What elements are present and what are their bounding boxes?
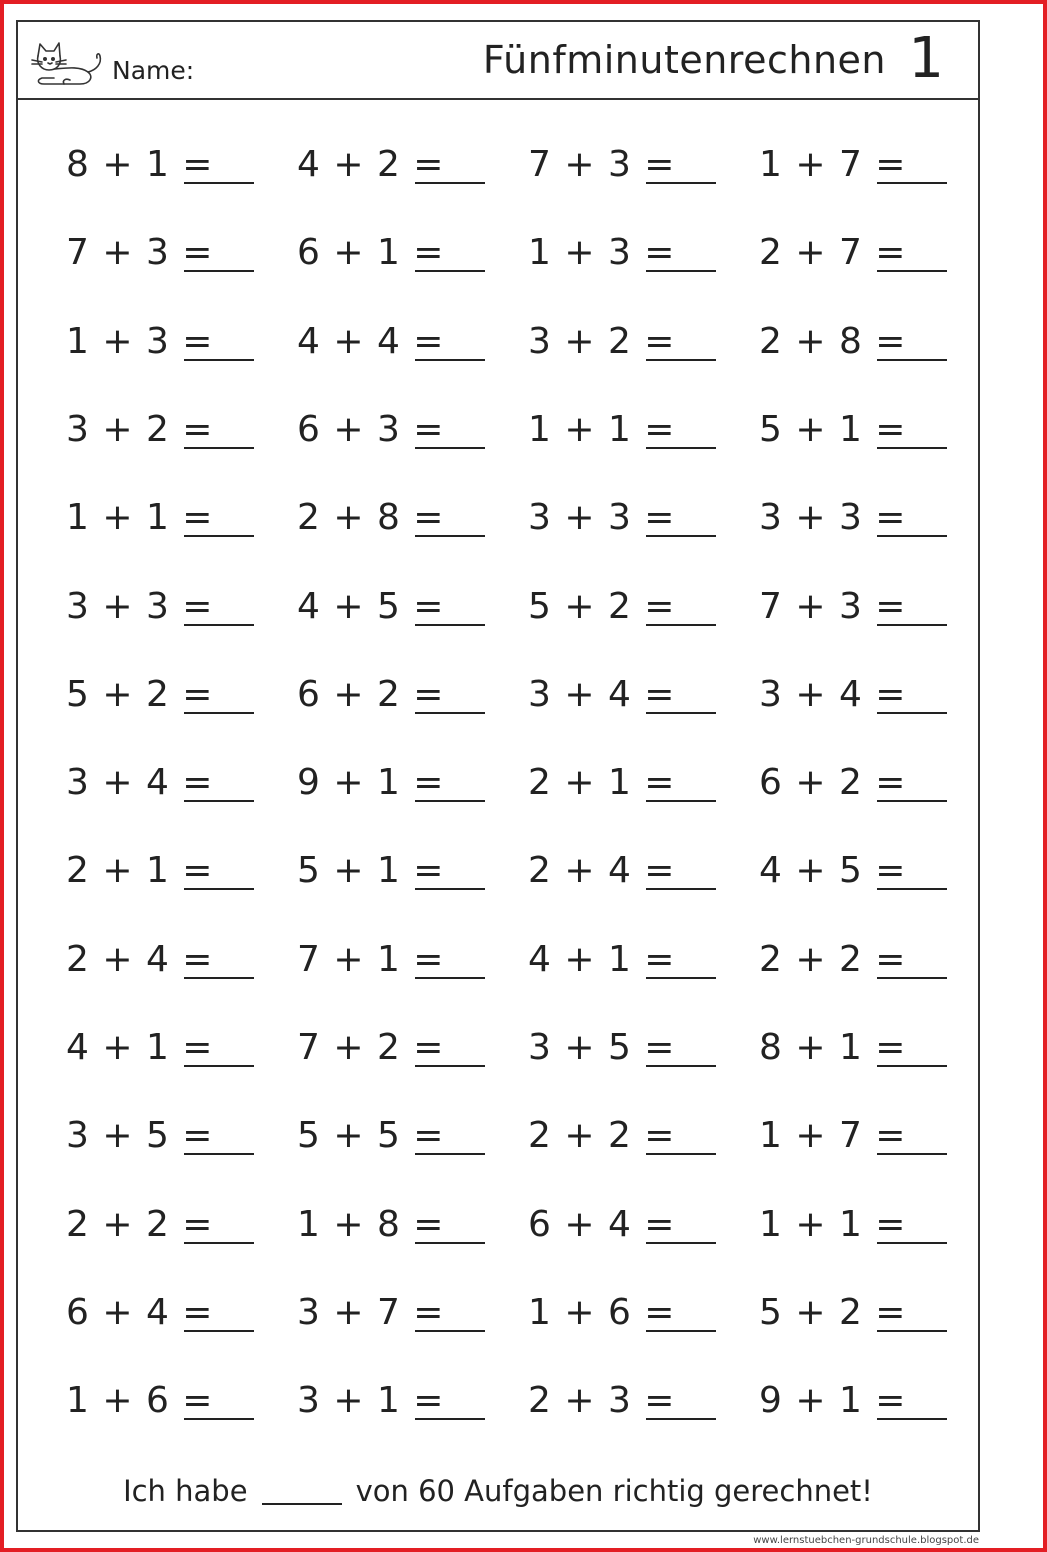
task-row xyxy=(18,1017,978,1077)
name-label: Name: xyxy=(112,56,195,85)
task-expression: 3 + 2 = xyxy=(528,320,676,362)
task-expression: 2 + 7 = xyxy=(759,232,907,274)
task xyxy=(297,1105,517,1165)
task-expression: 1 + 6 = xyxy=(528,1291,676,1333)
task-expression: 2 + 8 = xyxy=(297,497,445,539)
answer-blank[interactable] xyxy=(415,888,485,890)
answer-blank[interactable] xyxy=(415,800,485,802)
task xyxy=(66,1105,286,1165)
task-row xyxy=(18,576,978,636)
task-expression: 5 + 5 = xyxy=(297,1115,445,1157)
answer-blank[interactable] xyxy=(877,1242,947,1244)
task xyxy=(528,1282,748,1342)
answer-blank[interactable] xyxy=(415,977,485,979)
task-expression: 7 + 3 = xyxy=(759,585,907,627)
task xyxy=(759,1017,979,1077)
answer-blank[interactable] xyxy=(877,535,947,537)
answer-blank[interactable] xyxy=(415,182,485,184)
task-expression: 7 + 1 = xyxy=(297,938,445,980)
task-expression: 5 + 2 = xyxy=(759,1291,907,1333)
task-expression: 3 + 4 = xyxy=(66,762,214,804)
task-expression: 2 + 3 = xyxy=(528,1380,676,1422)
task xyxy=(66,1282,286,1342)
answer-blank[interactable] xyxy=(184,712,254,714)
answer-blank[interactable] xyxy=(646,1065,716,1067)
answer-blank[interactable] xyxy=(646,1418,716,1420)
answer-blank[interactable] xyxy=(184,1153,254,1155)
answer-blank[interactable] xyxy=(877,800,947,802)
answer-blank[interactable] xyxy=(877,1065,947,1067)
task-expression: 1 + 3 = xyxy=(66,320,214,362)
task xyxy=(528,222,748,282)
answer-blank[interactable] xyxy=(877,270,947,272)
answer-blank[interactable] xyxy=(184,888,254,890)
task xyxy=(297,134,517,194)
task-row xyxy=(18,134,978,194)
answer-blank[interactable] xyxy=(877,447,947,449)
task xyxy=(66,664,286,724)
answer-blank[interactable] xyxy=(415,712,485,714)
task-expression: 2 + 2 = xyxy=(528,1115,676,1157)
task xyxy=(759,752,979,812)
task-expression: 7 + 3 = xyxy=(66,232,214,274)
task xyxy=(759,664,979,724)
task-expression: 2 + 4 = xyxy=(528,850,676,892)
task-expression: 2 + 1 = xyxy=(528,762,676,804)
answer-blank[interactable] xyxy=(184,800,254,802)
answer-blank[interactable] xyxy=(646,977,716,979)
task xyxy=(528,840,748,900)
task xyxy=(297,399,517,459)
task-row xyxy=(18,929,978,989)
task xyxy=(297,311,517,371)
answer-blank[interactable] xyxy=(184,1242,254,1244)
task-expression: 4 + 1 = xyxy=(528,938,676,980)
answer-blank[interactable] xyxy=(184,1418,254,1420)
task-row xyxy=(18,1105,978,1165)
task xyxy=(528,1105,748,1165)
task-expression: 2 + 1 = xyxy=(66,850,214,892)
task xyxy=(759,487,979,547)
task-row xyxy=(18,311,978,371)
task-row xyxy=(18,1282,978,1342)
task xyxy=(297,1370,517,1430)
task xyxy=(528,399,748,459)
task xyxy=(297,222,517,282)
answer-blank[interactable] xyxy=(415,270,485,272)
answer-blank[interactable] xyxy=(184,1330,254,1332)
task-expression: 5 + 1 = xyxy=(759,408,907,450)
result-text-before: Ich habe xyxy=(123,1474,248,1508)
task xyxy=(297,487,517,547)
task-expression: 3 + 4 = xyxy=(759,673,907,715)
result-text-after: von 60 Aufgaben richtig gerechnet! xyxy=(355,1474,873,1508)
task xyxy=(528,1017,748,1077)
task-expression: 3 + 5 = xyxy=(528,1027,676,1068)
task-expression: 1 + 6 = xyxy=(66,1380,214,1422)
task-row xyxy=(18,487,978,547)
task-expression: 1 + 1 = xyxy=(759,1203,907,1245)
task-expression: 7 + 2 = xyxy=(297,1027,445,1068)
task xyxy=(759,576,979,636)
task xyxy=(66,1017,286,1077)
task xyxy=(759,399,979,459)
task-expression: 4 + 2 = xyxy=(297,144,445,185)
task xyxy=(297,752,517,812)
task-expression: 6 + 1 = xyxy=(297,232,445,274)
task xyxy=(759,134,979,194)
task-expression: 5 + 2 = xyxy=(528,585,676,627)
answer-blank[interactable] xyxy=(184,977,254,979)
task xyxy=(528,1370,748,1430)
answer-blank[interactable] xyxy=(184,624,254,626)
task xyxy=(297,1282,517,1342)
task-expression: 8 + 1 = xyxy=(759,1027,907,1068)
task-expression: 9 + 1 = xyxy=(297,762,445,804)
task-expression: 3 + 3 = xyxy=(759,497,907,539)
task-expression: 6 + 4 = xyxy=(66,1291,214,1333)
task xyxy=(759,311,979,371)
task-expression: 4 + 5 = xyxy=(297,585,445,627)
answer-blank[interactable] xyxy=(646,182,716,184)
task-expression: 2 + 2 = xyxy=(66,1203,214,1245)
answer-blank[interactable] xyxy=(877,359,947,361)
answer-blank[interactable] xyxy=(877,624,947,626)
answer-blank[interactable] xyxy=(646,712,716,714)
task xyxy=(528,1194,748,1254)
task-row xyxy=(18,840,978,900)
task-expression: 8 + 1 = xyxy=(66,144,214,185)
task xyxy=(759,1194,979,1254)
task xyxy=(759,840,979,900)
task-expression: 2 + 4 = xyxy=(66,938,214,980)
answer-blank[interactable] xyxy=(646,359,716,361)
task xyxy=(297,1194,517,1254)
task-expression: 1 + 8 = xyxy=(297,1203,445,1245)
answer-blank[interactable] xyxy=(646,888,716,890)
task-expression: 1 + 3 = xyxy=(528,232,676,274)
answer-blank[interactable] xyxy=(877,1418,947,1420)
task xyxy=(66,134,286,194)
source-credit: www.lernstuebchen-grundschule.blogspot.de xyxy=(753,1535,979,1546)
task-expression: 6 + 2 = xyxy=(297,673,445,715)
task-expression: 4 + 4 = xyxy=(297,320,445,362)
worksheet xyxy=(16,20,980,1532)
task xyxy=(66,840,286,900)
answer-blank[interactable] xyxy=(415,1153,485,1155)
answer-blank[interactable] xyxy=(415,624,485,626)
task xyxy=(66,576,286,636)
task-expression: 3 + 5 = xyxy=(66,1115,214,1157)
sheet-number: 1 xyxy=(908,26,944,91)
task xyxy=(66,929,286,989)
task-expression: 6 + 3 = xyxy=(297,408,445,450)
task-row xyxy=(18,1370,978,1430)
answer-blank[interactable] xyxy=(184,447,254,449)
task-expression: 3 + 4 = xyxy=(528,673,676,715)
worksheet-title: Fünfminutenrechnen xyxy=(482,38,886,82)
task xyxy=(528,311,748,371)
task xyxy=(528,664,748,724)
task xyxy=(66,752,286,812)
task-expression: 3 + 1 = xyxy=(297,1380,445,1422)
answer-blank[interactable] xyxy=(415,1418,485,1420)
task-row xyxy=(18,222,978,282)
task xyxy=(66,1370,286,1430)
answer-blank[interactable] xyxy=(877,1153,947,1155)
task-expression: 5 + 1 = xyxy=(297,850,445,892)
task xyxy=(528,134,748,194)
task-expression: 1 + 7 = xyxy=(759,144,907,185)
answer-blank[interactable] xyxy=(877,977,947,979)
answer-blank[interactable] xyxy=(415,1242,485,1244)
result-sentence xyxy=(18,1474,978,1508)
task xyxy=(297,929,517,989)
answer-blank[interactable] xyxy=(646,800,716,802)
task-row xyxy=(18,664,978,724)
task xyxy=(528,576,748,636)
task-expression: 3 + 3 = xyxy=(66,585,214,627)
task-expression: 5 + 2 = xyxy=(66,673,214,715)
task xyxy=(66,222,286,282)
task-expression: 3 + 7 = xyxy=(297,1291,445,1333)
task-row xyxy=(18,752,978,812)
task xyxy=(66,1194,286,1254)
task xyxy=(66,311,286,371)
task xyxy=(528,487,748,547)
answer-blank[interactable] xyxy=(184,1065,254,1067)
task xyxy=(759,222,979,282)
task xyxy=(759,1105,979,1165)
answer-blank[interactable] xyxy=(877,712,947,714)
task-expression: 2 + 2 = xyxy=(759,938,907,980)
task-expression: 3 + 3 = xyxy=(528,497,676,539)
answer-blank[interactable] xyxy=(415,535,485,537)
cat-icon xyxy=(24,34,108,88)
answer-blank[interactable] xyxy=(646,535,716,537)
answer-blank[interactable] xyxy=(646,1153,716,1155)
task xyxy=(297,576,517,636)
answer-blank[interactable] xyxy=(415,1065,485,1067)
task-expression: 9 + 1 = xyxy=(759,1380,907,1422)
task-expression: 4 + 5 = xyxy=(759,850,907,892)
answer-blank[interactable] xyxy=(877,888,947,890)
task xyxy=(759,1370,979,1430)
task-expression: 6 + 4 = xyxy=(528,1203,676,1245)
task-expression: 6 + 2 = xyxy=(759,762,907,804)
answer-blank[interactable] xyxy=(415,447,485,449)
answer-blank[interactable] xyxy=(184,535,254,537)
answer-blank[interactable] xyxy=(646,1330,716,1332)
task-expression: 1 + 1 = xyxy=(528,408,676,450)
answer-blank[interactable] xyxy=(877,1330,947,1332)
task-expression: 1 + 7 = xyxy=(759,1115,907,1157)
answer-blank[interactable] xyxy=(415,1330,485,1332)
task-expression: 4 + 1 = xyxy=(66,1027,214,1068)
task-expression: 1 + 1 = xyxy=(66,497,214,539)
task-expression: 7 + 3 = xyxy=(528,144,676,185)
task xyxy=(759,1282,979,1342)
task-expression: 3 + 2 = xyxy=(66,408,214,450)
answer-blank[interactable] xyxy=(415,359,485,361)
worksheet-header xyxy=(18,22,978,100)
task-expression: 2 + 8 = xyxy=(759,320,907,362)
answer-blank[interactable] xyxy=(877,182,947,184)
task xyxy=(528,752,748,812)
task xyxy=(759,929,979,989)
task xyxy=(297,664,517,724)
answer-blank[interactable] xyxy=(646,270,716,272)
task xyxy=(528,929,748,989)
answer-blank[interactable] xyxy=(646,624,716,626)
task xyxy=(297,840,517,900)
score-blank[interactable] xyxy=(262,1503,342,1505)
answer-blank[interactable] xyxy=(646,447,716,449)
task-row xyxy=(18,1194,978,1254)
task-row xyxy=(18,399,978,459)
answer-blank[interactable] xyxy=(646,1242,716,1244)
answer-blank[interactable] xyxy=(184,270,254,272)
answer-blank[interactable] xyxy=(184,359,254,361)
task xyxy=(66,487,286,547)
answer-blank[interactable] xyxy=(184,182,254,184)
task xyxy=(297,1017,517,1077)
task xyxy=(66,399,286,459)
